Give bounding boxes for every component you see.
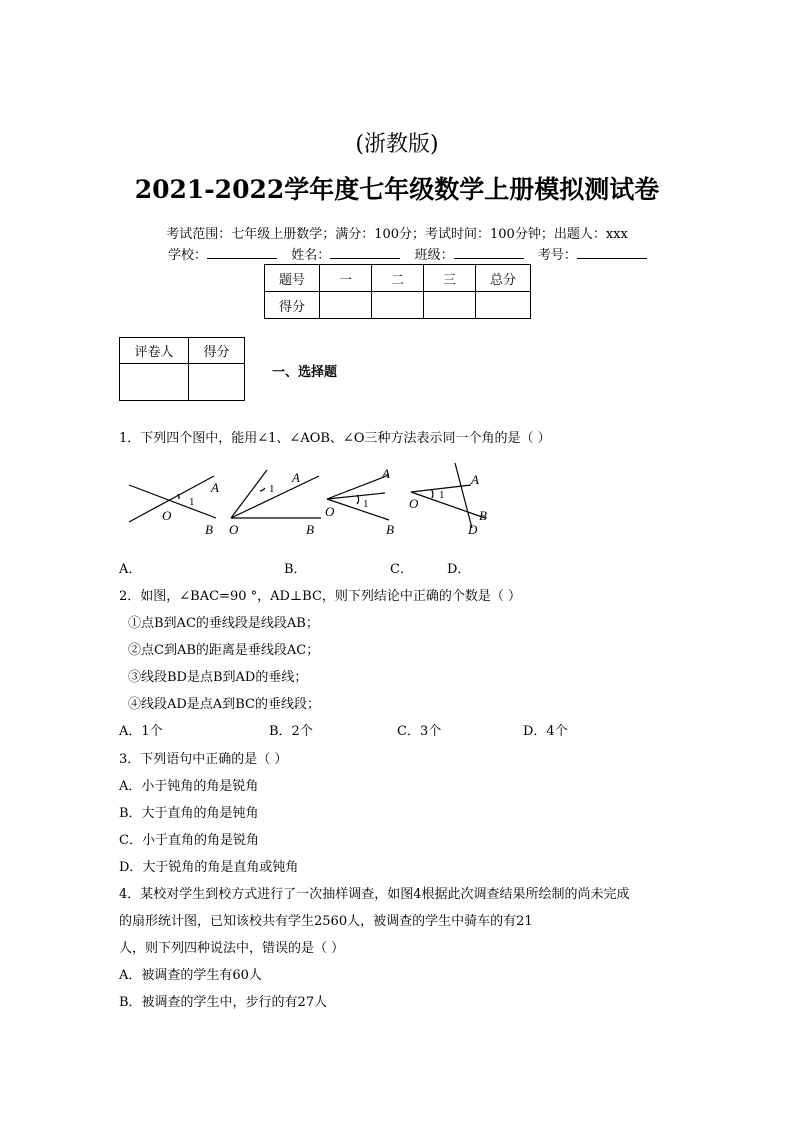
q4-option-b[interactable]: B．被调查的学生中，步行的有27人 (119, 995, 328, 1010)
fig-d-label: O (409, 496, 419, 511)
q3-option-a[interactable]: A．小于钝角的角是锐角 (119, 779, 259, 794)
q2-statement: ②点C到AB的距离是垂线段AC； (128, 643, 320, 658)
fig-a-label: B (205, 522, 213, 537)
fig-a-label: 1 (189, 496, 195, 508)
name-blank[interactable] (330, 246, 400, 259)
name-label: 姓名： (291, 248, 331, 263)
fig-c-label: O (325, 504, 335, 519)
q1-option-a[interactable]: A． (119, 562, 142, 577)
q1-option-b[interactable]: B． (284, 562, 307, 577)
fig-d-label: 1 (439, 489, 445, 501)
fig-b-angle-arc (260, 488, 265, 491)
fig-d-line-ob (411, 492, 485, 518)
exam-number-label: 考号： (537, 248, 577, 263)
grader-header: 得分 (189, 338, 245, 364)
fig-c-label: B (386, 522, 394, 537)
grader-table-header-row (120, 338, 245, 364)
q1-figures (119, 458, 509, 540)
fig-b-label: O (229, 522, 239, 537)
q4-option-a[interactable]: A．被调查的学生有60人 (119, 968, 262, 983)
exam-number-blank[interactable] (577, 246, 647, 259)
fig-a-label: A (211, 480, 219, 495)
grader-cell[interactable] (189, 364, 245, 401)
score-table-header: 二 (372, 265, 424, 292)
q1-option-d[interactable]: D． (447, 562, 471, 577)
score-table-header: 总分 (476, 265, 531, 292)
grader-header: 评卷人 (120, 338, 189, 364)
q2-statement: ①点B到AC的垂线段是线段AB； (128, 616, 319, 631)
fig-d-label: A (471, 472, 479, 487)
fig-a-label: O (162, 508, 172, 523)
school-label: 学校： (168, 248, 208, 263)
fig-b-line-ox (231, 470, 267, 518)
score-cell[interactable] (320, 292, 372, 319)
score-table-header: 一 (320, 265, 372, 292)
paper-title: 2021-2022学年度七年级数学上册模拟测试卷 (134, 175, 660, 204)
fig-d-angle-arc (431, 489, 433, 498)
q2-option-b[interactable]: B．2个 (269, 724, 313, 739)
grader-table (119, 337, 245, 401)
fig-b-label: B (306, 522, 314, 537)
fig-a-line-oa (129, 476, 214, 522)
q1-stem: 1．下列四个图中，能用∠1、∠AOB、∠O三种方法表示同一个角的是（ ） (119, 431, 551, 446)
fig-a-angle-arc (178, 494, 179, 499)
q4-stem-line: 的扇形统计图，已知该校共有学生2560人，被调查的学生中骑车的有21 (119, 914, 533, 929)
fig-c-label: A (382, 466, 390, 481)
grader-cell[interactable] (120, 364, 189, 401)
score-cell[interactable] (476, 292, 531, 319)
q2-option-d[interactable]: D．4个 (523, 724, 568, 739)
school-blank[interactable] (207, 246, 277, 259)
q4-stem-line: 4．某校对学生到校方式进行了一次抽样调查，如图4根据此次调查结果所绘制的尚未完成 (119, 887, 630, 902)
fig-b-line-oa (231, 476, 319, 518)
paper-subtitle: (浙教版) (355, 132, 439, 157)
fig-a-line-ob (129, 485, 216, 518)
q2-statement: ④线段AD是点A到BC的垂线段； (128, 697, 320, 712)
q4-stem-line: 人，则下列四种说法中，错误的是（ ） (119, 941, 345, 956)
fig-d-line-transversal (455, 463, 472, 528)
score-table-header: 题号 (265, 265, 320, 292)
q3-option-c[interactable]: C．小于直角的角是锐角 (119, 833, 259, 848)
class-blank[interactable] (454, 246, 524, 259)
score-row-label: 得分 (265, 292, 320, 319)
q2-option-c[interactable]: C．3个 (397, 724, 442, 739)
q3-option-b[interactable]: B．大于直角的角是钝角 (119, 806, 259, 821)
fig-d-label: D (468, 522, 478, 537)
score-table-header: 三 (424, 265, 476, 292)
q2-stem: 2．如图，∠BAC=90 °，AD⊥BC，则下列结论中正确的个数是（ ） (119, 589, 522, 604)
score-cell[interactable] (424, 292, 476, 319)
q1-option-c[interactable]: C． (390, 562, 413, 577)
q3-option-d[interactable]: D．大于锐角的角是直角或钝角 (119, 860, 299, 875)
q3-stem: 3．下列语句中正确的是（ ） (119, 752, 288, 767)
student-fields (168, 244, 647, 263)
score-table-score-row (265, 292, 531, 319)
score-table (264, 264, 531, 319)
q2-option-a[interactable]: A．1个 (119, 724, 163, 739)
score-cell[interactable] (372, 292, 424, 319)
fig-c-label: 1 (363, 498, 369, 510)
fig-b-label: A (292, 470, 300, 485)
class-label: 班级： (414, 248, 454, 263)
fig-b-label: 1 (269, 483, 275, 495)
fig-d-label: B (479, 508, 487, 523)
section-title: 一、选择题 (272, 365, 338, 380)
grader-table-row (120, 364, 245, 401)
exam-info: 考试范围：七年级上册数学；满分：100分；考试时间：100分钟；出题人：xxx (166, 227, 628, 242)
q2-statement: ③线段BD是点B到AD的垂线； (128, 670, 308, 685)
score-table-header-row (265, 265, 531, 292)
